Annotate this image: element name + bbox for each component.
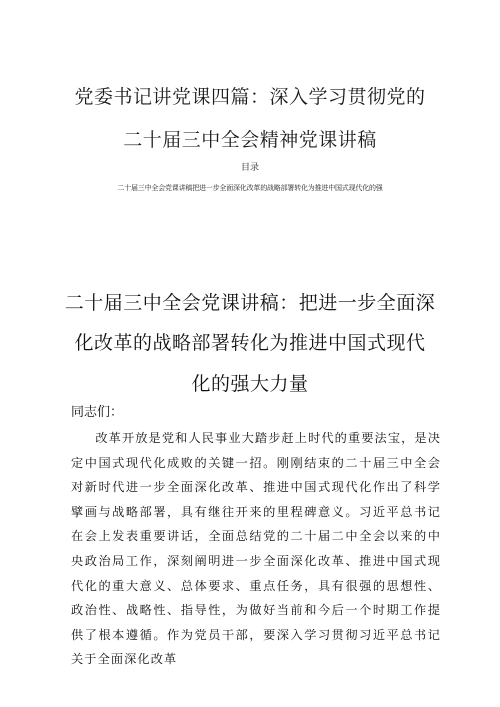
- document-title-line-1: 党委书记讲党课四篇：深入学习贯彻党的: [74, 86, 426, 108]
- salutation: 同志们：: [71, 405, 124, 420]
- toc-entry-link[interactable]: 二十届三中全会党课讲稿把进一步全面深化改革的战略部署转化为推进中国式现代化的强: [117, 184, 383, 192]
- section-title-line-3: 化的强大力量: [191, 373, 309, 395]
- body-paragraph: 改革开放是党和人民事业大踏步赶上时代的重要法宝，是决定中国式现代化成败的关键一招。刚刚结束的二十届三中全会对新时代进一步全面深化改革、推进中国式现代化作出了科学擘画与战略部署，具有继往开来的里程碑意义。习近平总书记在会上发表重要讲话，全面总结党的二十届二中全会以来的中央政治局工作，深刻阐明进一步全面深化改革、推进中国式现代化的重大意义、总体要求、重点任务，具有很强的思想性、政治性、战略性、指导性，为做好当前和今后一个时期工作提供了根本遵循。作为党员干部，要深入学习贯彻习近平总书记关于全面深化改革: [71, 431, 441, 667]
- toc-heading: 目录: [240, 163, 259, 173]
- section-title-line-2: 化改革的战略部署转化为推进中国式现代: [74, 332, 426, 354]
- document-title-line-2: 二十届三中全会精神党课讲稿: [123, 129, 377, 151]
- section-title-line-1: 二十届三中全会党课讲稿：把进一步全面深: [64, 292, 436, 314]
